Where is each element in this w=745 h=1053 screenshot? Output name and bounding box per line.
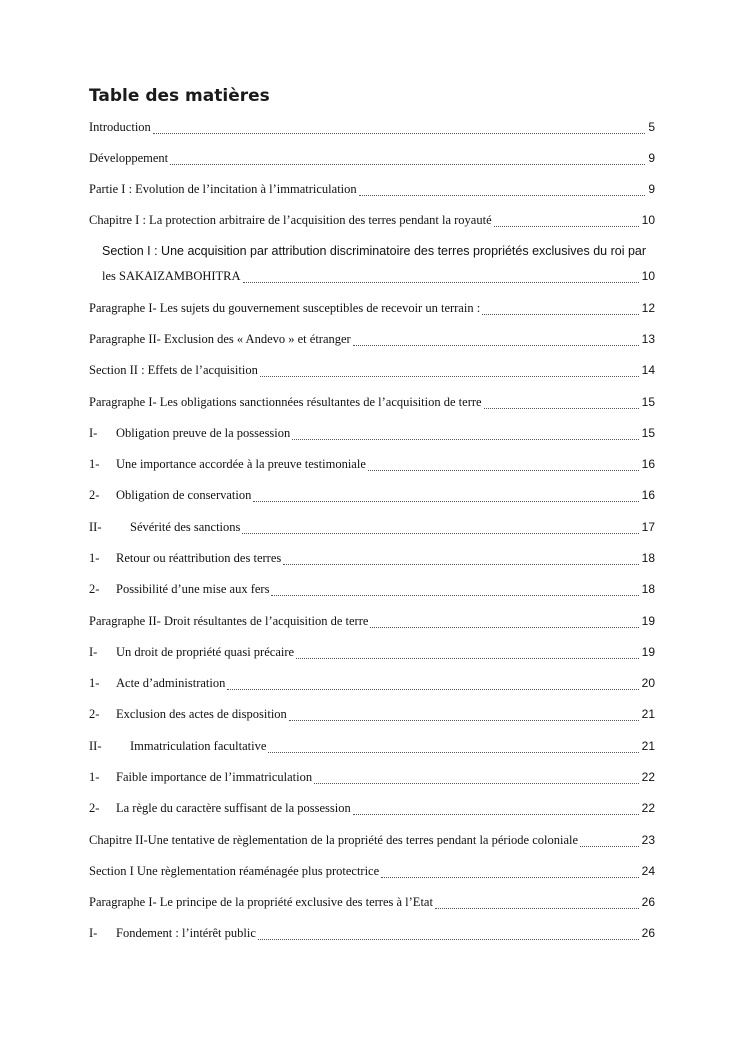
toc-entry-label: Retour ou réattribution des terres bbox=[116, 551, 282, 565]
toc-entry[interactable] bbox=[89, 551, 655, 569]
toc-entry[interactable] bbox=[89, 395, 655, 413]
toc-entry-page: 20 bbox=[641, 676, 655, 690]
toc-entry[interactable] bbox=[89, 707, 655, 725]
toc-entry-number: I- bbox=[89, 426, 98, 440]
toc-entry[interactable] bbox=[89, 301, 655, 319]
toc-entry[interactable] bbox=[89, 120, 655, 138]
toc-entry-label: Paragraphe II- Droit résultantes de l’acquisition de terre bbox=[89, 614, 369, 628]
toc-entry-label: Obligation preuve de la possession bbox=[116, 426, 291, 440]
dot-leader bbox=[368, 470, 639, 471]
toc-entry-page: 5 bbox=[648, 120, 655, 134]
toc-entry[interactable] bbox=[102, 269, 655, 287]
toc-entry-number: II- bbox=[89, 739, 102, 753]
toc-entry-page: 16 bbox=[641, 488, 655, 502]
toc-entry-label: Développement bbox=[89, 151, 169, 165]
dot-leader bbox=[353, 814, 639, 815]
toc-entry-page: 21 bbox=[641, 707, 655, 721]
toc-entry-number: II- bbox=[89, 520, 102, 534]
toc-entry-page: 16 bbox=[641, 457, 655, 471]
dot-leader bbox=[314, 783, 639, 784]
dot-leader bbox=[227, 689, 638, 690]
dot-leader bbox=[260, 376, 639, 377]
toc-entry-page: 22 bbox=[641, 770, 655, 784]
toc-entry-number: I- bbox=[89, 926, 98, 940]
toc-entry-number: 2- bbox=[89, 582, 100, 596]
dot-leader bbox=[359, 195, 646, 196]
toc-entry-label: Faible importance de l’immatriculation bbox=[116, 770, 313, 784]
toc-entry-page: 17 bbox=[641, 520, 655, 534]
dot-leader bbox=[292, 439, 638, 440]
toc-entry[interactable] bbox=[89, 801, 655, 819]
toc-entry-number: 1- bbox=[89, 676, 100, 690]
toc-entry[interactable] bbox=[89, 363, 655, 381]
dot-leader bbox=[271, 595, 638, 596]
dot-leader bbox=[289, 720, 639, 721]
toc-entry[interactable] bbox=[89, 182, 655, 200]
dot-leader bbox=[296, 658, 639, 659]
toc-entry-number: 1- bbox=[89, 457, 100, 471]
dot-leader bbox=[435, 908, 639, 909]
toc-entry[interactable] bbox=[89, 833, 655, 851]
dot-leader bbox=[353, 345, 639, 346]
dot-leader bbox=[283, 564, 638, 565]
dot-leader bbox=[482, 314, 638, 315]
toc-entry-page: 15 bbox=[641, 426, 655, 440]
toc-entry-page: 12 bbox=[641, 301, 655, 315]
toc-entry-label: Exclusion des actes de disposition bbox=[116, 707, 287, 721]
toc-entry-number: 1- bbox=[89, 770, 100, 784]
toc-entry[interactable] bbox=[89, 520, 655, 538]
dot-leader bbox=[370, 627, 638, 628]
toc-entry-label: Chapitre II-Une tentative de règlementation de la propriété des terres pendant la période coloniale bbox=[89, 833, 579, 847]
toc-entry-label: Chapitre I : La protection arbitraire de l’acquisition des terres pendant la royauté bbox=[89, 213, 492, 227]
toc-entry-page: 21 bbox=[641, 739, 655, 753]
dot-leader bbox=[153, 133, 646, 134]
toc-title: Table des matières bbox=[89, 86, 270, 106]
toc-entry[interactable] bbox=[89, 426, 655, 444]
toc-entry-page: 19 bbox=[641, 614, 655, 628]
toc-entry[interactable] bbox=[89, 332, 655, 350]
toc-entry-number: I- bbox=[89, 645, 98, 659]
toc-entry-label: Obligation de conservation bbox=[116, 488, 252, 502]
dot-leader bbox=[484, 408, 639, 409]
dot-leader bbox=[253, 501, 638, 502]
toc-entry-first-line[interactable]: Section I : Une acquisition par attribution discriminatoire des terres propriétés exclusives du roi par bbox=[102, 244, 647, 258]
toc-entry[interactable] bbox=[89, 614, 655, 632]
toc-entry-page: 10 bbox=[641, 213, 655, 227]
toc-entry-label: les SAKAIZAMBOHITRA bbox=[102, 269, 241, 283]
toc-entry-label: Paragraphe II- Exclusion des « Andevo » et étranger bbox=[89, 332, 351, 346]
dot-leader bbox=[170, 164, 645, 165]
toc-entry-page: 19 bbox=[641, 645, 655, 659]
toc-entry-page: 26 bbox=[641, 895, 655, 909]
toc-entry[interactable] bbox=[89, 582, 655, 600]
toc-entry-label: Introduction bbox=[89, 120, 151, 134]
toc-entry-label: Partie I : Evolution de l’incitation à l’immatriculation bbox=[89, 182, 357, 196]
dot-leader bbox=[494, 226, 639, 227]
toc-entry[interactable] bbox=[89, 488, 655, 506]
toc-entry-label: Une importance accordée à la preuve testimoniale bbox=[116, 457, 366, 471]
toc-entry-page: 23 bbox=[641, 833, 655, 847]
toc-entry-number: 2- bbox=[89, 801, 100, 815]
toc-entry-label: Paragraphe I- Les sujets du gouvernement susceptibles de recevoir un terrain : bbox=[89, 301, 481, 315]
toc-entry-page: 9 bbox=[648, 151, 655, 165]
toc-entry-label: Immatriculation facultative bbox=[130, 739, 267, 753]
dot-leader bbox=[580, 846, 639, 847]
toc-entry-page: 10 bbox=[641, 269, 655, 283]
toc-entry[interactable] bbox=[89, 864, 655, 882]
toc-entry[interactable] bbox=[89, 895, 655, 913]
toc-entry-label: Section II : Effets de l’acquisition bbox=[89, 363, 258, 377]
toc-entry-page: 18 bbox=[641, 582, 655, 596]
toc-entry-page: 14 bbox=[641, 363, 655, 377]
toc-entry-page: 13 bbox=[641, 332, 655, 346]
toc-entry-label: La règle du caractère suffisant de la possession bbox=[116, 801, 351, 815]
toc-entry-label: Fondement : l’intérêt public bbox=[116, 926, 256, 940]
toc-entry[interactable] bbox=[89, 770, 655, 788]
toc-entry-number: 1- bbox=[89, 551, 100, 565]
toc-entry[interactable] bbox=[89, 151, 655, 169]
dot-leader bbox=[381, 877, 638, 878]
toc-entry-page: 22 bbox=[641, 801, 655, 815]
toc-entry-label: Un droit de propriété quasi précaire bbox=[116, 645, 295, 659]
dot-leader bbox=[242, 533, 638, 534]
toc-entry-label: Acte d’administration bbox=[116, 676, 226, 690]
toc-entry-label: Paragraphe I- Les obligations sanctionnées résultantes de l’acquisition de terre bbox=[89, 395, 482, 409]
toc-entry-page: 26 bbox=[641, 926, 655, 940]
toc-entry[interactable] bbox=[89, 676, 655, 694]
toc-entry-page: 24 bbox=[641, 864, 655, 878]
toc-entry-number: 2- bbox=[89, 488, 100, 502]
toc-entry-number: 2- bbox=[89, 707, 100, 721]
toc-entry-label: Section I Une règlementation réaménagée plus protectrice bbox=[89, 864, 380, 878]
toc-entry-page: 9 bbox=[648, 182, 655, 196]
toc-entry[interactable] bbox=[89, 739, 655, 757]
dot-leader bbox=[258, 939, 639, 940]
toc-entry-label: Paragraphe I- Le principe de la propriété exclusive des terres à l’Etat bbox=[89, 895, 433, 909]
toc-entry-label: Sévérité des sanctions bbox=[130, 520, 241, 534]
toc-entry[interactable] bbox=[89, 645, 655, 663]
toc-entry[interactable] bbox=[89, 926, 655, 944]
dot-leader bbox=[243, 282, 639, 283]
dot-leader bbox=[268, 752, 638, 753]
toc-entry-page: 15 bbox=[641, 395, 655, 409]
toc-entry-page: 18 bbox=[641, 551, 655, 565]
toc-entry-label: Possibilité d’une mise aux fers bbox=[116, 582, 270, 596]
toc-entry[interactable] bbox=[89, 213, 655, 231]
toc-entry[interactable] bbox=[89, 457, 655, 475]
